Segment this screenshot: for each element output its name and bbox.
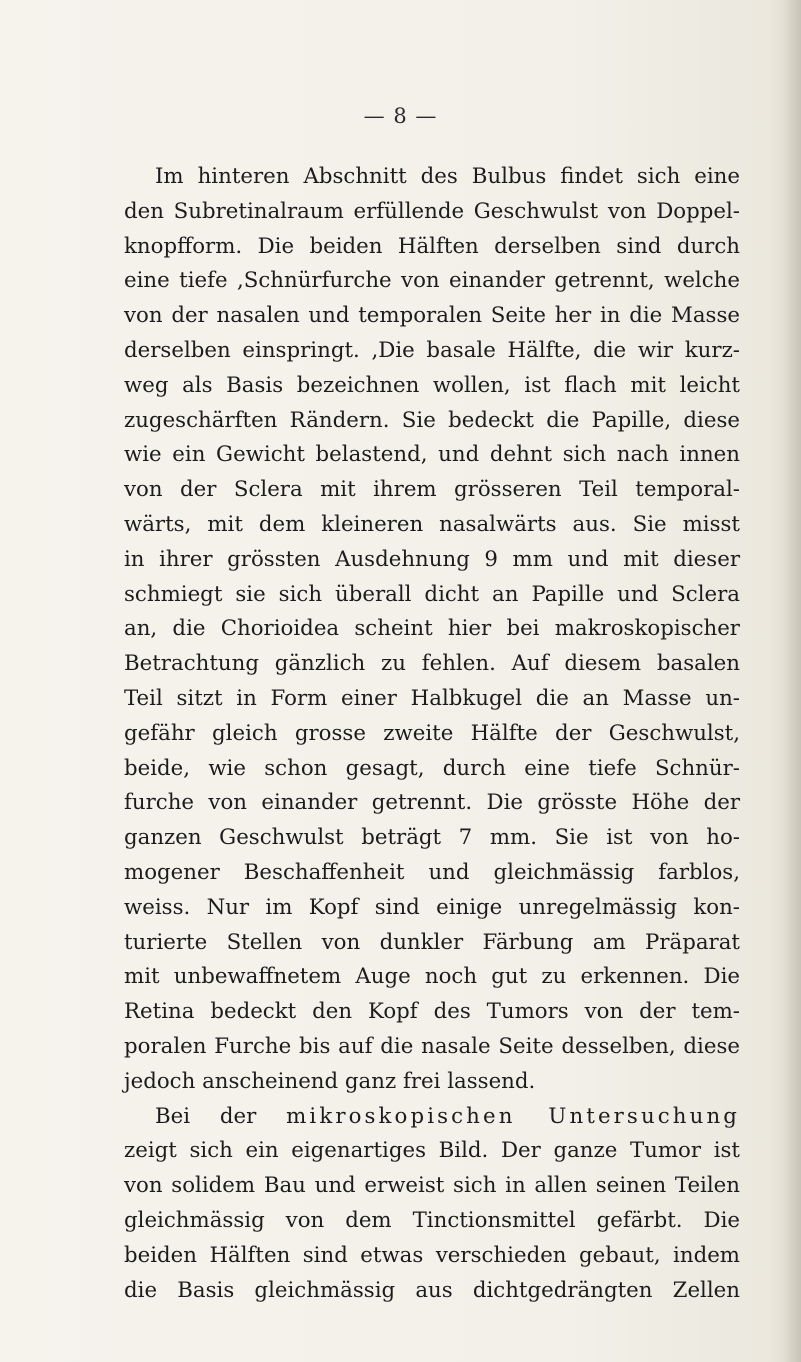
text-line: poralen Furche bis auf die nasale Seite desselben, diese (124, 1033, 740, 1059)
text-line: ganzen Geschwulst beträgt 7 mm. Sie ist von ho- (124, 825, 740, 851)
text-line: mit unbewaffnetem Auge noch gut zu erkennen. Die (124, 964, 740, 990)
text-line: Betrachtung gänzlich zu fehlen. Auf diesem basalen (124, 651, 740, 677)
text-line: zugeschärften Rändern. Sie bedeckt die Papille, diese (124, 407, 740, 433)
text-line: die Basis gleichmässig aus dichtgedrängten Zellen (124, 1277, 740, 1303)
text-line: beide, wie schon gesagt, durch eine tiefe Schnür- (124, 755, 740, 781)
page-number: — 8 — (363, 104, 438, 128)
text-line: den Subretinalraum erfüllende Geschwulst von Doppel- (124, 198, 740, 224)
text-line: schmiegt sie sich überall dicht an Papille und Sclera (124, 581, 740, 607)
page-edge-shadow (783, 0, 801, 1362)
text-line-paragraph-start (124, 1100, 740, 1135)
text-line: von der Sclera mit ihrem grösseren Teil temporal- (124, 477, 740, 503)
text-line: Retina bedeckt den Kopf des Tumors von der tem- (124, 999, 740, 1025)
text-line: weiss. Nur im Kopf sind einige unregelmässig kon- (124, 894, 740, 920)
text-line: von der nasalen und temporalen Seite her in die Masse (124, 303, 740, 329)
text-line: wärts, mit dem kleineren nasalwärts aus. Sie misst (124, 511, 740, 537)
text-line: furche von einander getrennt. Die grösste Höhe der (124, 790, 740, 816)
paragraph-prefix: Bei der (155, 1103, 287, 1129)
text-line: knopfform. Die beiden Hälften derselben sind durch (124, 233, 740, 259)
emphasized-phrase: mikroskopischen Untersuchung (286, 1103, 740, 1129)
text-line: beiden Hälften sind etwas verschieden gebaut, indem (124, 1242, 740, 1268)
text-line: wie ein Gewicht belastend, und dehnt sich nach innen (124, 442, 740, 468)
text-line: weg als Basis bezeichnen wollen, ist flach mit leicht (124, 372, 740, 398)
text-line: Teil sitzt in Form einer Halbkugel die an Masse un- (124, 685, 740, 711)
text-line: turierte Stellen von dunkler Färbung am Präparat (124, 929, 740, 955)
text-line: von solidem Bau und erweist sich in allen seinen Teilen (124, 1173, 740, 1199)
text-line: gefähr gleich grosse zweite Hälfte der Geschwulst, (124, 720, 740, 746)
body-text (124, 160, 740, 1308)
text-line: zeigt sich ein eigenartiges Bild. Der ganze Tumor ist (124, 1138, 740, 1164)
text-line: Im hinteren Abschnitt des Bulbus findet sich eine (155, 164, 740, 189)
text-line: in ihrer grössten Ausdehnung 9 mm und mit dieser (124, 546, 740, 572)
text-line: derselben einspringt. ,Die basale Hälfte, die wir kurz- (124, 337, 740, 363)
text-line: jedoch anscheinend ganz frei lassend. (124, 1068, 536, 1094)
text-line: mogener Beschaffenheit und gleichmässig farblos, (124, 859, 740, 885)
text-line: gleichmässig von dem Tinctionsmittel gefärbt. Die (124, 1207, 740, 1233)
text-line: eine tiefe ,Schnürfurche von einander getrennt, welche (124, 268, 740, 294)
text-line: an, die Chorioidea scheint hier bei makroskopischer (124, 616, 740, 642)
